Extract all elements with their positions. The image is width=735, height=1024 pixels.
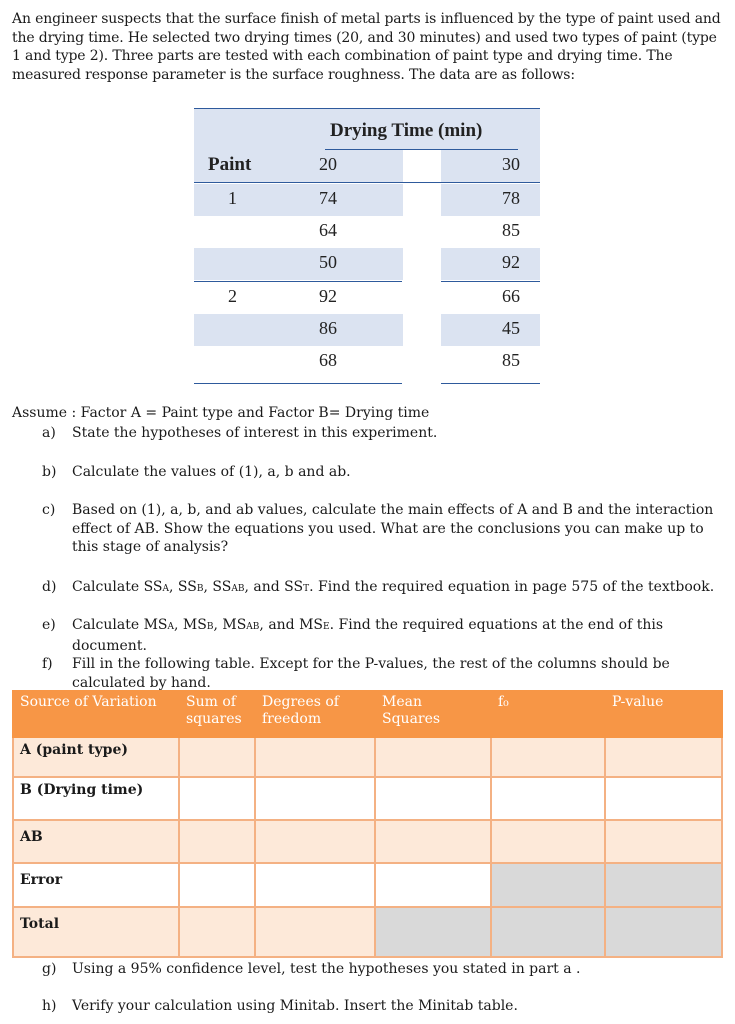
shaded-cell (375, 907, 491, 957)
rule-under-header (194, 182, 540, 183)
blank-cell[interactable] (491, 820, 605, 863)
header-f0: f₀ (491, 691, 605, 737)
question-label: g) (42, 961, 57, 977)
cell-value: 85 (502, 350, 520, 370)
blank-cell[interactable] (179, 863, 255, 907)
table-row (13, 777, 722, 820)
rule-under-title (325, 149, 518, 150)
blank-cell[interactable] (375, 863, 491, 907)
header-source: Source of Variation (13, 691, 179, 737)
blank-cell[interactable] (605, 820, 722, 863)
cell-value: 68 (319, 350, 337, 370)
anova-header-row (13, 691, 722, 737)
shaded-cell (491, 863, 605, 907)
rule-group (194, 281, 402, 282)
table-row (13, 907, 722, 957)
rule-bottom (441, 383, 540, 384)
question-label: e) (42, 617, 56, 633)
table-row (13, 737, 722, 777)
blank-cell[interactable] (179, 777, 255, 820)
question-text: Using a 95% confidence level, test the hypotheses you stated in part a . (72, 961, 581, 977)
table-row (13, 863, 722, 907)
rule-group (441, 281, 540, 282)
blank-cell[interactable] (255, 907, 375, 957)
row-label: Total (13, 907, 179, 957)
assumption-line: Assume : Factor A = Paint type and Factor B= Drying time (12, 405, 430, 421)
question-label: a) (42, 425, 56, 441)
blank-cell[interactable] (375, 737, 491, 777)
blank-cell[interactable] (255, 777, 375, 820)
question-text: State the hypotheses of interest in this experiment. (72, 425, 438, 441)
blank-cell[interactable] (491, 777, 605, 820)
paint-label: 2 (228, 286, 237, 306)
blank-cell[interactable] (179, 907, 255, 957)
blank-cell[interactable] (179, 737, 255, 777)
shaded-cell (491, 907, 605, 957)
rule-bottom (194, 383, 402, 384)
cell-value: 74 (319, 188, 337, 208)
row-label: AB (13, 820, 179, 863)
question-label: b) (42, 464, 57, 480)
header-p-value: P-value (605, 691, 722, 737)
cell-value: 78 (502, 188, 520, 208)
question-text: Calculate SSA, SSB, SSAB, and SST. Find the required equation in page 575 of the textbook. (72, 579, 715, 595)
problem-statement: An engineer suspects that the surface finish of metal parts is influenced by the type of paint used and the drying time. He selected two drying times (20, and 30 minutes) and used two types of paint (type 1 and type 2). Three parts are tested with each combination of paint type and drying time. The measured response parameter is the surface roughness. The data are as follows: (12, 11, 721, 83)
blank-cell[interactable] (375, 777, 491, 820)
blank-cell[interactable] (605, 777, 722, 820)
row-label: Error (13, 863, 179, 907)
cell-value: 86 (319, 318, 337, 338)
shaded-cell (605, 907, 722, 957)
row-label: B (Drying time) (13, 777, 179, 820)
cell-value: 64 (319, 220, 337, 240)
blank-cell[interactable] (491, 737, 605, 777)
header-sum-of-squares: Sum of squares (179, 691, 255, 737)
question-text: Fill in the following table. Except for the P-values, the rest of the columns should be calculated by hand. (72, 656, 670, 691)
question-text: Calculate MSA, MSB, MSAB, and MSE. Find the required equations at the end of this document. (72, 617, 664, 654)
blank-cell[interactable] (605, 737, 722, 777)
question-label: f) (42, 656, 53, 672)
drying-time-title: Drying Time (min) (330, 120, 483, 141)
question-text: Calculate the values of (1), a, b and ab. (72, 464, 351, 480)
paint-header: Paint (208, 154, 252, 175)
col-30-header: 30 (502, 154, 520, 174)
header-mean-squares: Mean Squares (375, 691, 491, 737)
question-text: Verify your calculation using Minitab. Insert the Minitab table. (72, 998, 518, 1014)
cell-value: 45 (502, 318, 520, 338)
cell-value: 92 (319, 286, 337, 306)
anova-table (12, 690, 723, 958)
table-row (13, 820, 722, 863)
row-label: A (paint type) (13, 737, 179, 777)
blank-cell[interactable] (255, 863, 375, 907)
paint-label: 1 (228, 188, 237, 208)
blank-cell[interactable] (375, 820, 491, 863)
cell-value: 92 (502, 252, 520, 272)
header-degrees-of-freedom: Degrees of freedom (255, 691, 375, 737)
blank-cell[interactable] (255, 737, 375, 777)
cell-value: 85 (502, 220, 520, 240)
question-label: c) (42, 502, 56, 518)
blank-cell[interactable] (179, 820, 255, 863)
col-20-header: 20 (319, 154, 337, 174)
cell-value: 50 (319, 252, 337, 272)
question-text: Based on (1), a, b, and ab values, calculate the main effects of A and B and the interaction effect of AB. Show the equations you used. What are the conclusions you can make up to this stage of analysis? (72, 502, 714, 555)
question-label: d) (42, 579, 57, 595)
cell-value: 66 (502, 286, 520, 306)
question-label: h) (42, 998, 57, 1014)
column-gap (403, 150, 441, 385)
blank-cell[interactable] (255, 820, 375, 863)
shaded-cell (605, 863, 722, 907)
rule-top (194, 108, 540, 109)
